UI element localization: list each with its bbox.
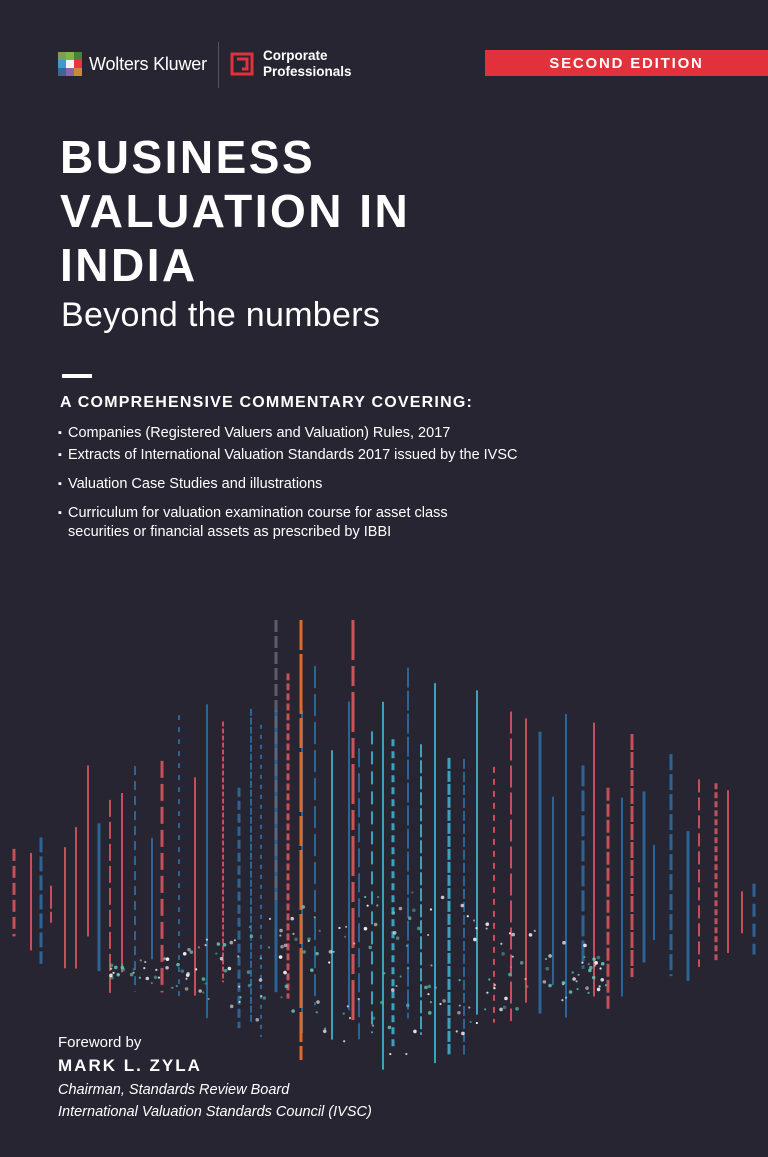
- logo-divider: [218, 42, 219, 88]
- viz-stream-dot: [343, 1013, 345, 1015]
- viz-stream-dot: [345, 926, 347, 928]
- viz-stream-dot: [166, 957, 170, 961]
- viz-stream-dot: [292, 933, 294, 935]
- viz-stream-dot: [605, 984, 607, 986]
- viz-stream-dot: [368, 946, 372, 950]
- list-item: ▪ Extracts of International Valuation Standards 2017 issued by the IVSC: [58, 447, 518, 463]
- viz-stream-dot: [249, 926, 251, 928]
- viz-stream-dot: [512, 956, 514, 958]
- viz-stream-dot: [485, 922, 489, 926]
- viz-stream-dot: [562, 941, 566, 945]
- viz-stream-dot: [220, 957, 224, 961]
- imprint-name-line2: Professionals: [263, 64, 352, 79]
- viz-stream-dot: [468, 1006, 470, 1008]
- foreword-author-role: Chairman, Standards Review Board: [58, 1082, 290, 1098]
- covering-heading: A COMPREHENSIVE COMMENTARY COVERING:: [60, 394, 474, 411]
- book-subtitle: Beyond the numbers: [61, 296, 381, 334]
- viz-stream-dot: [456, 1030, 458, 1032]
- viz-stream-dot: [186, 972, 190, 976]
- viz-stream-dot: [208, 998, 210, 1000]
- viz-stream-dot: [503, 1006, 507, 1010]
- foreword-label: Foreword by: [58, 1034, 142, 1051]
- viz-stream-dot: [585, 986, 589, 990]
- viz-stream-dot: [185, 987, 189, 991]
- viz-stream-dot: [319, 930, 321, 932]
- bullet-icon: ▪: [58, 507, 62, 519]
- corporate-professionals-logo: [229, 48, 352, 80]
- viz-stream-dot: [165, 966, 169, 970]
- viz-stream-dot: [154, 976, 158, 980]
- viz-stream-dot: [307, 937, 311, 941]
- viz-stream-dot: [484, 1008, 486, 1010]
- viz-stream-dot: [217, 942, 221, 946]
- viz-stream-dot: [583, 956, 585, 958]
- viz-stream-dot: [597, 956, 601, 960]
- viz-stream-dot: [457, 1011, 461, 1015]
- title-line-3: INDIA: [60, 239, 198, 291]
- foreword-author: MARK L. ZYLA: [58, 1056, 202, 1075]
- viz-stream-dot: [413, 1030, 417, 1034]
- bullet-icon: ▪: [58, 478, 62, 490]
- viz-stream-dot: [230, 1005, 234, 1009]
- viz-stream-dot: [202, 977, 206, 981]
- viz-stream-dot: [577, 974, 579, 976]
- viz-stream-dot: [329, 950, 333, 954]
- viz-stream-dot: [493, 987, 495, 989]
- viz-stream-dot: [380, 1001, 384, 1005]
- viz-stream-dot: [377, 896, 379, 898]
- viz-stream-dot: [190, 950, 194, 954]
- viz-stream-dot: [417, 927, 421, 931]
- viz-stream-dot: [279, 934, 281, 936]
- foreword-author-organization: International Valuation Standards Council (IVSC): [58, 1104, 372, 1120]
- viz-stream-dot: [460, 904, 464, 908]
- wolters-kluwer-mosaic-icon: [58, 52, 82, 76]
- viz-stream-dot: [393, 931, 397, 935]
- viz-stream-dot: [338, 927, 340, 929]
- viz-stream-dot: [597, 988, 601, 992]
- viz-stream-dot: [511, 933, 515, 937]
- viz-stream-dot: [206, 939, 208, 941]
- viz-stream-dot: [572, 977, 576, 981]
- viz-stream-dot: [343, 1040, 345, 1042]
- viz-stream-dot: [545, 967, 549, 971]
- viz-stream-dot: [587, 992, 589, 994]
- viz-stream-dot: [376, 904, 378, 906]
- viz-stream-dot: [114, 966, 118, 970]
- viz-stream-dot: [310, 968, 314, 972]
- viz-stream-dot: [467, 915, 469, 917]
- viz-stream-dot: [132, 972, 134, 974]
- viz-stream-dot: [499, 1008, 503, 1012]
- viz-stream-dot: [122, 968, 126, 972]
- viz-stream-dot: [576, 980, 578, 982]
- viz-stream-dot: [290, 917, 294, 921]
- viz-stream-dot: [565, 997, 567, 999]
- viz-stream-dot: [198, 989, 202, 993]
- viz-stream-dot: [291, 1009, 295, 1013]
- viz-stream-dot: [116, 973, 120, 977]
- viz-stream-dot: [280, 996, 282, 998]
- viz-stream-dot: [344, 936, 346, 938]
- viz-stream-dot: [224, 969, 228, 973]
- viz-stream-dot: [195, 968, 197, 970]
- viz-stream-dot: [388, 1026, 392, 1030]
- bullet-icon: ▪: [58, 449, 62, 461]
- viz-stream-dot: [285, 985, 289, 989]
- viz-stream-dot: [133, 968, 135, 970]
- viz-stream-dot: [594, 965, 596, 967]
- viz-stream-dot: [508, 973, 512, 977]
- viz-stream-dot: [238, 1001, 240, 1003]
- viz-stream-dot: [588, 969, 592, 973]
- viz-stream-dot: [163, 958, 165, 960]
- viz-stream-dot: [155, 969, 157, 971]
- viz-stream-dot: [561, 999, 563, 1001]
- viz-stream-dot: [435, 986, 437, 988]
- viz-stream-dot: [395, 985, 397, 987]
- wolters-kluwer-logo: [58, 52, 207, 76]
- title-line-2: VALUATION IN: [60, 185, 411, 237]
- viz-stream-dot: [364, 896, 366, 898]
- viz-stream-dot: [529, 933, 533, 937]
- viz-stream-dot: [488, 978, 490, 980]
- viz-stream-dot: [145, 977, 149, 981]
- viz-stream-dot: [600, 978, 604, 982]
- viz-stream-dot: [328, 961, 330, 963]
- viz-stream-dot: [476, 1022, 478, 1024]
- viz-stream-dot: [427, 985, 431, 989]
- title-rule: [62, 374, 92, 378]
- viz-stream-dot: [239, 996, 241, 998]
- viz-stream-dot: [316, 1000, 320, 1004]
- viz-stream-dot: [389, 1053, 391, 1055]
- viz-stream-dot: [428, 1011, 432, 1015]
- viz-stream-dot: [315, 952, 319, 956]
- viz-stream-dot: [473, 919, 475, 921]
- viz-stream-dot: [562, 981, 566, 985]
- viz-stream-dot: [459, 1005, 461, 1007]
- viz-stream-dot: [185, 978, 187, 980]
- viz-stream-dot: [349, 1017, 351, 1019]
- viz-stream-dot: [294, 938, 298, 942]
- viz-stream-dot: [461, 1032, 465, 1036]
- viz-stream-dot: [439, 1003, 441, 1005]
- viz-stream-dot: [279, 955, 283, 959]
- viz-stream-dot: [205, 944, 207, 946]
- viz-stream-dot: [473, 938, 477, 942]
- viz-stream-dot: [250, 935, 254, 939]
- viz-stream-dot: [412, 908, 416, 912]
- viz-stream-dot: [569, 990, 573, 994]
- viz-stream-dot: [144, 961, 146, 963]
- viz-stream-dot: [599, 985, 601, 987]
- viz-stream-dot: [520, 961, 524, 965]
- viz-stream-dot: [399, 907, 403, 911]
- viz-stream-dot: [247, 970, 251, 974]
- viz-stream-dot: [302, 950, 306, 954]
- viz-stream-dot: [229, 941, 233, 945]
- viz-stream-dot: [592, 976, 596, 980]
- viz-stream-dot: [500, 943, 502, 945]
- viz-stream-dot: [109, 974, 113, 978]
- viz-stream-dot: [576, 988, 578, 990]
- viz-stream-dot: [372, 1025, 374, 1027]
- viz-stream-dot: [202, 991, 204, 993]
- viz-stream-dot: [548, 984, 552, 988]
- viz-stream-dot: [333, 951, 335, 953]
- viz-stream-dot: [391, 988, 395, 992]
- viz-stream-dot: [183, 952, 187, 956]
- viz-stream-dot: [548, 954, 552, 958]
- edition-badge: SECOND EDITION: [485, 50, 768, 76]
- viz-stream-dot: [367, 905, 369, 907]
- viz-stream-dot: [237, 955, 239, 957]
- viz-stream-dot: [459, 979, 461, 981]
- viz-stream-dot: [430, 964, 432, 966]
- viz-stream-dot: [504, 997, 508, 1001]
- viz-stream-dot: [269, 918, 271, 920]
- viz-stream-dot: [526, 985, 528, 987]
- viz-stream-dot: [268, 946, 270, 948]
- viz-stream-dot: [475, 927, 477, 929]
- viz-stream-dot: [408, 916, 412, 920]
- viz-stream-dot: [494, 984, 496, 986]
- list-item: ▪ Curriculum for valuation examination course for asset class securities or financial assets as prescribed by IBBI: [58, 505, 448, 540]
- viz-stream-dot: [215, 952, 217, 954]
- list-item: ▪ Valuation Case Studies and illustrations: [58, 476, 323, 492]
- viz-stream-dot: [391, 911, 395, 915]
- corporate-professionals-bracket-icon: [229, 51, 255, 77]
- viz-stream-dot: [470, 1021, 472, 1023]
- viz-stream-dot: [486, 992, 488, 994]
- viz-stream-dot: [151, 982, 153, 984]
- viz-stream-dot: [283, 971, 287, 975]
- viz-stream-dot: [364, 927, 368, 931]
- viz-stream-dot: [198, 946, 200, 948]
- viz-stream-dot: [143, 967, 145, 969]
- viz-stream-dot: [405, 1053, 407, 1055]
- viz-stream-dot: [263, 996, 267, 1000]
- viz-stream-dot: [427, 993, 429, 995]
- viz-stream-dot: [238, 986, 240, 988]
- viz-stream-dot: [279, 929, 283, 933]
- viz-stream-dot: [259, 978, 263, 982]
- viz-stream-dot: [176, 963, 180, 967]
- list-item: ▪ Companies (Registered Valuers and Valuation) Rules, 2017: [58, 425, 451, 441]
- viz-stream-dot: [314, 916, 316, 918]
- viz-stream-dot: [280, 945, 284, 949]
- viz-stream-dot: [592, 957, 596, 961]
- viz-stream-dot: [545, 958, 547, 960]
- viz-stream-dot: [260, 995, 262, 997]
- viz-stream-dot: [234, 939, 236, 941]
- title-line-1: BUSINESS: [60, 131, 316, 183]
- viz-stream-dot: [176, 985, 178, 987]
- viz-stream-dot: [112, 972, 114, 974]
- viz-stream-dot: [301, 905, 305, 909]
- viz-stream-dot: [407, 967, 409, 969]
- viz-stream-dot: [181, 969, 185, 973]
- viz-stream-dot: [515, 1007, 519, 1011]
- viz-stream-dot: [509, 932, 511, 934]
- viz-stream-dot: [524, 978, 526, 980]
- viz-stream-dot: [255, 1018, 259, 1022]
- viz-stream-dot: [534, 930, 536, 932]
- viz-stream-dot: [248, 984, 252, 988]
- viz-stream-dot: [427, 934, 429, 936]
- viz-stream-dot: [171, 987, 173, 989]
- viz-stream-dot: [583, 944, 587, 948]
- viz-stream-dot: [430, 1001, 432, 1003]
- viz-stream-dot: [486, 927, 488, 929]
- viz-stream-dot: [260, 957, 262, 959]
- viz-stream-dot: [581, 962, 583, 964]
- viz-stream-dot: [594, 961, 598, 965]
- viz-stream-dot: [110, 968, 112, 970]
- viz-stream-dot: [223, 943, 227, 947]
- viz-stream-dot: [228, 967, 232, 971]
- viz-stream-dot: [406, 945, 408, 947]
- viz-stream-dot: [284, 944, 288, 948]
- viz-stream-dot: [501, 952, 505, 956]
- viz-stream-dot: [406, 1004, 410, 1008]
- viz-stream-dot: [121, 963, 123, 965]
- viz-stream-dot: [347, 1005, 349, 1007]
- viz-stream-dot: [158, 977, 160, 979]
- viz-stream-dot: [411, 891, 413, 893]
- viz-stream-dot: [430, 908, 432, 910]
- viz-stream-dot: [383, 972, 385, 974]
- viz-stream-dot: [110, 963, 114, 967]
- viz-stream-dot: [353, 942, 355, 944]
- viz-stream-dot: [324, 1027, 326, 1029]
- data-visualization-graphic: [0, 600, 768, 1100]
- bullet-icon: ▪: [58, 427, 62, 439]
- covering-list: [58, 424, 618, 542]
- viz-stream-dot: [441, 896, 445, 900]
- viz-stream-dot: [543, 980, 547, 984]
- viz-stream-dot: [316, 1011, 318, 1013]
- viz-stream-dot: [374, 923, 378, 927]
- viz-stream-dot: [442, 999, 446, 1003]
- viz-stream-dot: [396, 936, 400, 940]
- publisher-name: Wolters Kluwer: [89, 53, 207, 74]
- viz-stream-dot: [588, 963, 590, 965]
- viz-stream-dot: [572, 971, 574, 973]
- viz-stream-dot: [205, 983, 207, 985]
- viz-stream-dot: [424, 986, 428, 990]
- viz-stream-dot: [400, 975, 402, 977]
- viz-stream-dot: [139, 977, 141, 979]
- viz-stream-dot: [601, 962, 605, 966]
- viz-stream-dot: [599, 967, 601, 969]
- viz-stream-dot: [372, 1016, 376, 1020]
- viz-stream-dot: [510, 966, 512, 968]
- viz-stream-dot: [140, 959, 142, 961]
- book-title: [60, 130, 410, 292]
- imprint-name-line1: Corporate: [263, 48, 328, 63]
- viz-stream-dot: [358, 998, 360, 1000]
- viz-stream-dot: [323, 1029, 327, 1033]
